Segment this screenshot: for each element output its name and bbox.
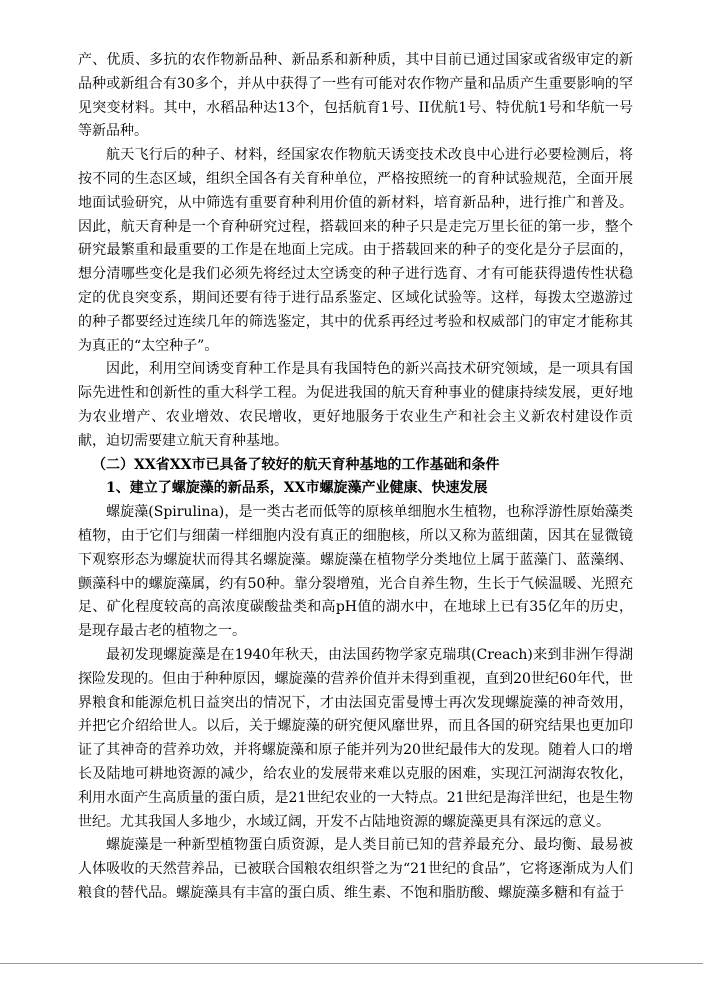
paragraph-continued: 产、优质、多抗的农作物新品种、新品系和新种质，其中目前已通过国家或省级审定的新品种或新组合有30多个，并从中获得了一些有可能对农作物产量和品质产生重要影响的罕见突变材料。其中，水稻品种达13个，包括航育1号、II优航1号、特优航1号和华航一号等新品种。 [78,52,633,140]
page-footer-divider [0,963,703,964]
paragraph-ground-testing: 航天飞行后的种子、材料，经国家农作物航天诱变技术改良中心进行必要检测后，将按不同的生态区域，组织全国各有关育种单位，严格按照统一的育种试验规范，全面开展地面试验研究，从中筛选有重要育种利用价值的新材料，培育新品种，进行推广和普及。因此，航天育种是一个育种研究过程，搭载回来的种子只是走完万里长征的第一步，整个研究最繁重和最重要的工作是在地面上完成。由于搭载回来的种子的变化是分子层面的，想分清哪些变化是我们必须先将经过太空诱变的种子进行选育、才有可能获得遗传性状稳定的优良突变系，期间还要有待于进行品系鉴定、区域化试验等。这样，每拨太空遨游过的种子都要经过连续几年的筛选鉴定，其中的优系再经过考验和权威部门的审定才能称其为真正的“太空种子”。 [78,147,633,354]
subsection-heading: 1、建立了螺旋藻的新品系，XX市螺旋藻产业健康、快速发展 [106,480,488,497]
paragraph-spirulina-history: 最初发现螺旋藻是在1940年秋天，由法国药物学家克瑞琪(Creach)来到非洲乍得湖探险发现的。但由于种种原因，螺旋藻的营养价值并未得到重视，直到20世纪60年代，世界粮食和能源危机日益突出的情况下，才由法国克雷曼博士再次发现螺旋藻的神奇效用，并把它介绍给世人。以后，关于螺旋藻的研究便风靡世界，而且各国的研究结果也更加印证了其神奇的营养功效，并将螺旋藻和原子能并列为20世纪最伟大的发现。随着人口的增长及陆地可耕地资源的减少，给农业的发展带来难以克服的困难，实现江河湖海农牧化，利用水面产生高质量的蛋白质，是21世纪农业的一大特点。21世纪是海洋世纪，也是生物世纪。尤其我国人多地少，水域辽阔，开发不占陆地资源的螺旋藻更具有深远的意义。 [78,646,633,830]
document-page [78,49,633,906]
paragraph-space-breeding-base: 因此，利用空间诱变育种工作是具有我国特色的新兴高技术研究领域，是一项具有国际先进性和创新性的重大科学工程。为促进我国的航天育种事业的健康持续发展，更好地为农业增产、农业增效、农民增收，更好地服务于农业生产和社会主义新农村建设作贡献，迫切需要建立航天育种基地。 [78,361,633,449]
paragraph-spirulina-intro: 螺旋藻(Spirulina)，是一类古老而低等的原核单细胞水生植物，也称浮游性原始藻类植物，由于它们与细菌一样细胞内没有真正的细胞核，所以又称为蓝细菌，因其在显微镜下观察形态为螺旋状而得其名螺旋藻。螺旋藻在植物学分类地位上属于蓝藻门、蓝藻纲、颤藻科中的螺旋藻属，约有50种。靠分裂增殖，光合自养生物，生长于气候温暖、光照充足、矿化程度较高的高浓度碳酸盐类和高pH值的湖水中，在地球上已有35亿年的历史，是现存最古老的植物之一。 [78,504,633,640]
paragraph-spirulina-protein: 螺旋藻是一种新型植物蛋白质资源，是人类目前已知的营养最充分、最均衡、最易被人体吸收的天然营养品，已被联合国粮农组织誉之为“21世纪的食品”，它将逐渐成为人们粮食的替代品。螺旋藻具有丰富的蛋白质、维生素、不饱和脂肪酸、螺旋藻多糖和有益于 [78,837,633,901]
section-heading: （二）XX省XX市已具备了较好的航天育种基地的工作基础和条件 [92,456,500,473]
